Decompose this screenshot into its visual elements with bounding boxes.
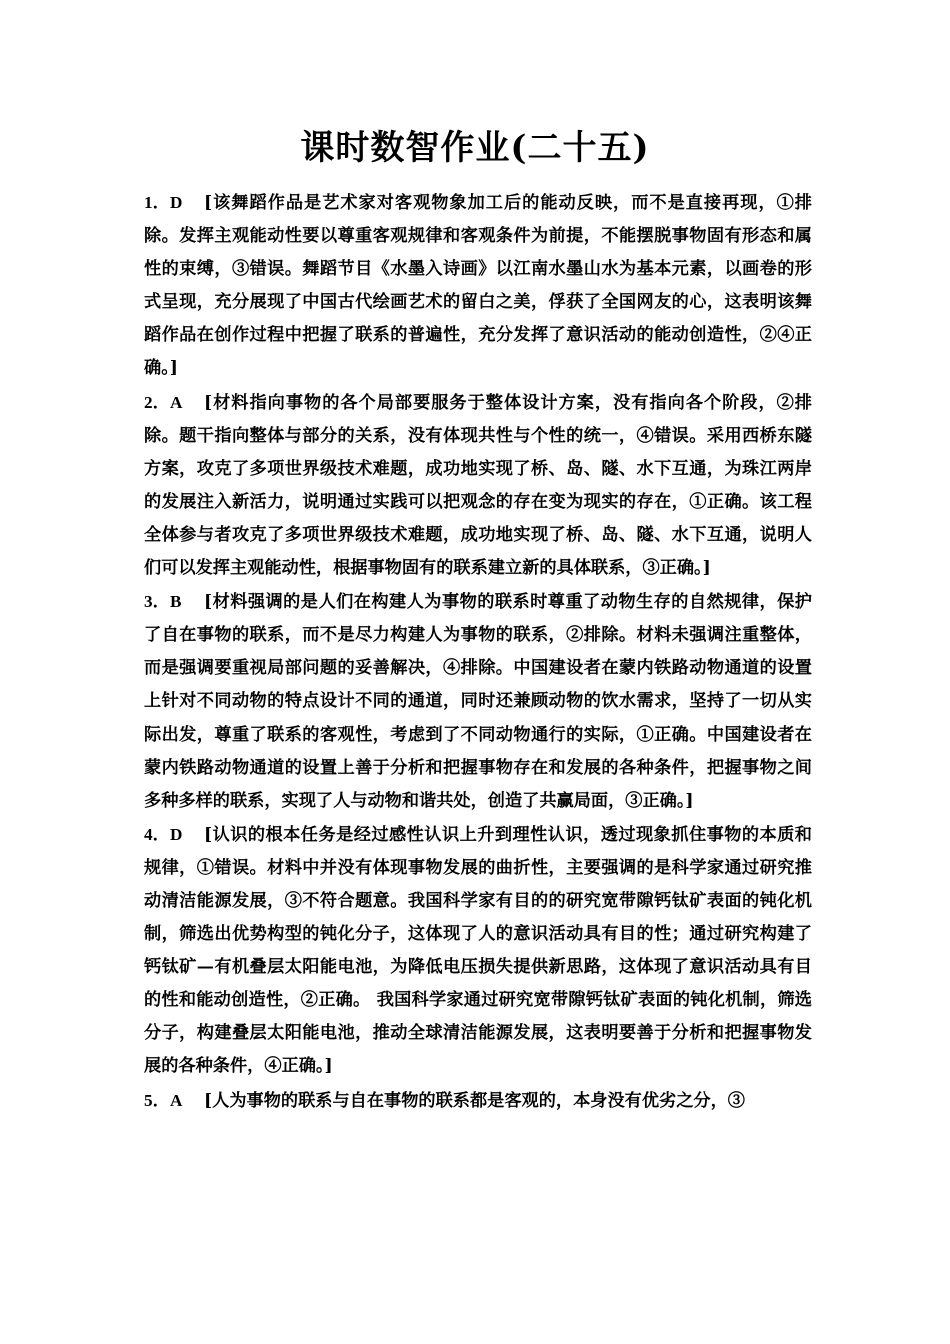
- item-answer: A: [170, 392, 183, 412]
- answer-item: [144, 386, 812, 586]
- item-number: 5．: [144, 1090, 170, 1110]
- answer-item: [144, 1084, 812, 1118]
- answer-item: [144, 186, 812, 386]
- item-number: 1．: [144, 193, 170, 212]
- answer-item: [144, 818, 812, 1084]
- item-number: 4．: [144, 824, 170, 844]
- item-explanation: [人为事物的联系与自在事物的联系都是客观的，本身没有优劣之分，③: [204, 1090, 745, 1111]
- item-answer: D: [170, 824, 183, 844]
- item-answer: D: [170, 193, 183, 212]
- item-answer: B: [170, 592, 182, 612]
- item-explanation: [材料指向事物的各个局部要服务于整体设计方案，没有指向各个阶段，②排除。题干指向整体与部分的关系，没有体现共性与个性的统一，④错误。采用西桥东隧方案，攻克了多项世界级技术难题，成功地实现了桥、岛、隧、水下互通，为珠江两岸的发展注入新活力，说明通过实践可以把观念的存在变为现实的存在，①正确。该工程全体参与者攻克了多项世界级技术难题，成功地实现了桥、岛、隧、水下互通，说明人们可以发挥主观能动性，根据事物固有的联系建立新的具体联系，③正确。]: [144, 392, 812, 579]
- answer-list: [144, 186, 812, 1118]
- item-number: 2．: [144, 392, 170, 412]
- item-explanation: [材料强调的是人们在构建人为事物的联系时尊重了动物生存的自然规律，保护了自在事物的联系，而不是尽力构建人为事物的联系，②排除。材料未强调注重整体，而是强调要重视局部问题的妥善解决，④排除。中国建设者在蒙内铁路动物通道的设置上针对不同动物的特点设计不同的通道，同时还兼顾动物的饮水需求，坚持了一切从实际出发，尊重了联系的客观性，考虑到了不同动物通行的实际，①正确。中国建设者在蒙内铁路动物通道的设置上善于分析和把握事物存在和发展的各种条件，把握事物之间多种多样的联系，实现了人与动物和谐共处，创造了共赢局面，③正确。]: [144, 592, 812, 811]
- page-title: 课时数智作业(二十五): [300, 128, 650, 168]
- item-answer: A: [170, 1090, 183, 1110]
- item-number: 3．: [144, 592, 170, 612]
- answer-item: [144, 585, 812, 818]
- item-explanation: [认识的根本任务是经过感性认识上升到理性认识，透过现象抓住事物的本质和规律，①错误。材料中并没有体现事物发展的曲折性，主要强调的是科学家通过研究推动清洁能源发展，③不符合题意。我国科学家有目的的研究宽带隙钙钛矿表面的钝化机制，筛选出优势构型的钝化分子，这体现了人的意识活动具有目的性；通过研究构建了钙钛矿—有机叠层太阳能电池，为降低电压损失提供新思路，这体现了意识活动具有目的性和能动创造性，②正确。 我国科学家通过研究宽带隙钙钛矿表面的钝化机制，筛选分子，构建叠层太阳能电池，推动全球清洁能源发展，这表明要善于分析和把握事物发展的各种条件，④正确。]: [144, 824, 812, 1077]
- item-explanation: [该舞蹈作品是艺术家对客观物象加工后的能动反映，而不是直接再现，①排除。发挥主观能动性要以尊重客观规律和客观条件为前提，不能摆脱事物固有形态和属性的束缚，③错误。舞蹈节目《水墨入诗画》以江南水墨山水为基本元素，以画卷的形式呈现，充分展现了中国古代绘画艺术的留白之美，俘获了全国网友的心，这表明该舞蹈作品在创作过程中把握了联系的普遍性，充分发挥了意识活动的能动创造性，②④正确。]: [144, 193, 812, 379]
